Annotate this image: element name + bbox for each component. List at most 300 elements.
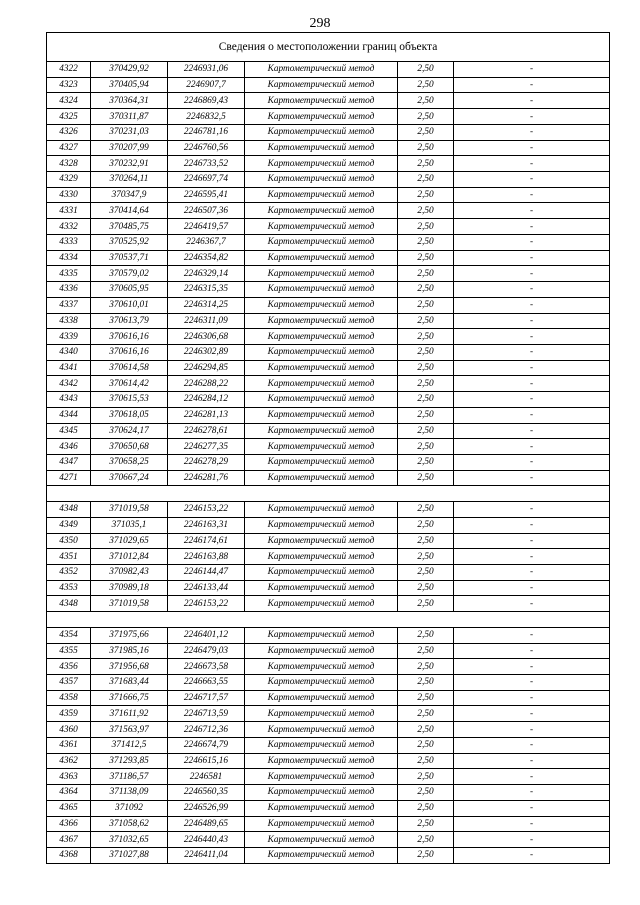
precision-cell: 2,50 (398, 439, 454, 455)
coord-y-cell: 2246354,82 (168, 250, 245, 266)
point-number-cell: 4337 (47, 297, 91, 313)
coord-x-cell: 371186,57 (91, 769, 168, 785)
point-number-cell: 4365 (47, 800, 91, 816)
coord-x-cell: 370485,75 (91, 219, 168, 235)
coord-x-cell: 370616,16 (91, 329, 168, 345)
group-separator (47, 486, 610, 502)
description-cell: - (454, 423, 610, 439)
method-cell: Картометрический метод (245, 77, 398, 93)
coord-x-cell: 371035,1 (91, 517, 168, 533)
method-cell: Картометрический метод (245, 533, 398, 549)
description-cell: - (454, 832, 610, 848)
point-number-cell: 4331 (47, 203, 91, 219)
method-cell: Картометрический метод (245, 203, 398, 219)
coord-x-cell: 370525,92 (91, 234, 168, 250)
precision-cell: 2,50 (398, 659, 454, 675)
coord-y-cell: 2246411,04 (168, 847, 245, 863)
point-number-cell: 4344 (47, 407, 91, 423)
description-cell: - (454, 77, 610, 93)
method-cell: Картометрический метод (245, 643, 398, 659)
description-cell: - (454, 93, 610, 109)
coord-y-cell: 2246314,25 (168, 297, 245, 313)
table-row (47, 753, 610, 769)
coord-y-cell: 2246277,35 (168, 439, 245, 455)
point-number-cell: 4362 (47, 753, 91, 769)
point-number-cell: 4328 (47, 156, 91, 172)
method-cell: Картометрический метод (245, 187, 398, 203)
table-row (47, 124, 610, 140)
coord-x-cell: 370231,03 (91, 124, 168, 140)
description-cell: - (454, 329, 610, 345)
table-row (47, 203, 610, 219)
description-cell: - (454, 156, 610, 172)
method-cell: Картометрический метод (245, 156, 398, 172)
point-number-cell: 4364 (47, 785, 91, 801)
coord-y-cell: 2246278,29 (168, 454, 245, 470)
point-number-cell: 4336 (47, 282, 91, 298)
point-number-cell: 4356 (47, 659, 91, 675)
coord-y-cell: 2246615,16 (168, 753, 245, 769)
coord-y-cell: 2246367,7 (168, 234, 245, 250)
table-row (47, 234, 610, 250)
method-cell: Картометрический метод (245, 470, 398, 486)
table-row (47, 565, 610, 581)
coord-y-cell: 2246284,12 (168, 392, 245, 408)
precision-cell: 2,50 (398, 675, 454, 691)
description-cell: - (454, 124, 610, 140)
point-number-cell: 4323 (47, 77, 91, 93)
coord-y-cell: 2246163,88 (168, 549, 245, 565)
method-cell: Картометрический метод (245, 234, 398, 250)
method-cell: Картометрический метод (245, 847, 398, 863)
method-cell: Картометрический метод (245, 722, 398, 738)
description-cell: - (454, 800, 610, 816)
description-cell: - (454, 470, 610, 486)
point-number-cell: 4271 (47, 470, 91, 486)
coord-y-cell: 2246306,68 (168, 329, 245, 345)
table-row (47, 470, 610, 486)
precision-cell: 2,50 (398, 203, 454, 219)
method-cell: Картометрический метод (245, 140, 398, 156)
method-cell: Картометрический метод (245, 439, 398, 455)
table-row (47, 140, 610, 156)
precision-cell: 2,50 (398, 706, 454, 722)
precision-cell: 2,50 (398, 423, 454, 439)
group-separator (47, 612, 610, 628)
precision-cell: 2,50 (398, 329, 454, 345)
precision-cell: 2,50 (398, 627, 454, 643)
description-cell: - (454, 439, 610, 455)
description-cell: - (454, 376, 610, 392)
description-cell: - (454, 502, 610, 518)
description-cell: - (454, 313, 610, 329)
coord-x-cell: 370347,9 (91, 187, 168, 203)
method-cell: Картометрический метод (245, 565, 398, 581)
table-row (47, 407, 610, 423)
precision-cell: 2,50 (398, 93, 454, 109)
coord-y-cell: 2246717,57 (168, 690, 245, 706)
method-cell: Картометрический метод (245, 675, 398, 691)
group-separator-row (47, 612, 610, 628)
description-cell: - (454, 282, 610, 298)
description-cell: - (454, 454, 610, 470)
table-row (47, 816, 610, 832)
description-cell: - (454, 392, 610, 408)
precision-cell: 2,50 (398, 407, 454, 423)
table-row (47, 690, 610, 706)
coord-x-cell: 371012,84 (91, 549, 168, 565)
boundary-table-body (47, 33, 610, 864)
coord-x-cell: 370614,42 (91, 376, 168, 392)
boundary-table (46, 32, 610, 864)
point-number-cell: 4351 (47, 549, 91, 565)
coord-y-cell: 2246315,35 (168, 282, 245, 298)
table-row (47, 219, 610, 235)
table-row (47, 847, 610, 863)
coord-y-cell: 2246133,44 (168, 580, 245, 596)
description-cell: - (454, 737, 610, 753)
precision-cell: 2,50 (398, 517, 454, 533)
coord-x-cell: 370232,91 (91, 156, 168, 172)
description-cell: - (454, 785, 610, 801)
precision-cell: 2,50 (398, 722, 454, 738)
method-cell: Картометрический метод (245, 407, 398, 423)
description-cell: - (454, 627, 610, 643)
coord-y-cell: 2246581 (168, 769, 245, 785)
precision-cell: 2,50 (398, 800, 454, 816)
point-number-cell: 4339 (47, 329, 91, 345)
precision-cell: 2,50 (398, 376, 454, 392)
description-cell: - (454, 549, 610, 565)
method-cell: Картометрический метод (245, 659, 398, 675)
table-row (47, 266, 610, 282)
method-cell: Картометрический метод (245, 423, 398, 439)
table-row (47, 785, 610, 801)
coord-y-cell: 2246595,41 (168, 187, 245, 203)
point-number-cell: 4326 (47, 124, 91, 140)
point-number-cell: 4334 (47, 250, 91, 266)
coord-x-cell: 370429,92 (91, 62, 168, 78)
method-cell: Картометрический метод (245, 392, 398, 408)
table-row (47, 172, 610, 188)
precision-cell: 2,50 (398, 785, 454, 801)
method-cell: Картометрический метод (245, 297, 398, 313)
coord-x-cell: 371412,5 (91, 737, 168, 753)
method-cell: Картометрический метод (245, 690, 398, 706)
point-number-cell: 4346 (47, 439, 91, 455)
point-number-cell: 4340 (47, 344, 91, 360)
precision-cell: 2,50 (398, 832, 454, 848)
precision-cell: 2,50 (398, 282, 454, 298)
point-number-cell: 4349 (47, 517, 91, 533)
coord-x-cell: 370610,01 (91, 297, 168, 313)
point-number-cell: 4359 (47, 706, 91, 722)
coord-y-cell: 2246144,47 (168, 565, 245, 581)
precision-cell: 2,50 (398, 392, 454, 408)
method-cell: Картометрический метод (245, 502, 398, 518)
coord-x-cell: 371975,66 (91, 627, 168, 643)
precision-cell: 2,50 (398, 219, 454, 235)
method-cell: Картометрический метод (245, 816, 398, 832)
table-row (47, 832, 610, 848)
coord-x-cell: 370537,71 (91, 250, 168, 266)
table-row (47, 800, 610, 816)
point-number-cell: 4367 (47, 832, 91, 848)
coord-x-cell: 370616,16 (91, 344, 168, 360)
coord-x-cell: 370614,58 (91, 360, 168, 376)
method-cell: Картометрический метод (245, 329, 398, 345)
coord-x-cell: 370264,11 (91, 172, 168, 188)
point-number-cell: 4353 (47, 580, 91, 596)
precision-cell: 2,50 (398, 565, 454, 581)
table-row (47, 643, 610, 659)
description-cell: - (454, 266, 610, 282)
point-number-cell: 4325 (47, 109, 91, 125)
table-row (47, 77, 610, 93)
table-row (47, 502, 610, 518)
coord-x-cell: 371032,65 (91, 832, 168, 848)
description-cell: - (454, 360, 610, 376)
point-number-cell: 4358 (47, 690, 91, 706)
description-cell: - (454, 203, 610, 219)
coord-x-cell: 371058,62 (91, 816, 168, 832)
description-cell: - (454, 62, 610, 78)
coord-x-cell: 371956,68 (91, 659, 168, 675)
method-cell: Картометрический метод (245, 313, 398, 329)
point-number-cell: 4324 (47, 93, 91, 109)
coord-y-cell: 2246560,35 (168, 785, 245, 801)
table-row (47, 675, 610, 691)
coord-y-cell: 2246440,43 (168, 832, 245, 848)
precision-cell: 2,50 (398, 533, 454, 549)
precision-cell: 2,50 (398, 77, 454, 93)
coord-x-cell: 370579,02 (91, 266, 168, 282)
coord-x-cell: 370311,87 (91, 109, 168, 125)
coord-x-cell: 371683,44 (91, 675, 168, 691)
description-cell: - (454, 643, 610, 659)
coord-y-cell: 2246489,65 (168, 816, 245, 832)
coord-x-cell: 371092 (91, 800, 168, 816)
method-cell: Картометрический метод (245, 454, 398, 470)
coord-x-cell: 371029,65 (91, 533, 168, 549)
method-cell: Картометрический метод (245, 737, 398, 753)
precision-cell: 2,50 (398, 769, 454, 785)
description-cell: - (454, 596, 610, 612)
coord-x-cell: 370624,17 (91, 423, 168, 439)
coord-x-cell: 371293,85 (91, 753, 168, 769)
point-number-cell: 4335 (47, 266, 91, 282)
precision-cell: 2,50 (398, 109, 454, 125)
table-row (47, 329, 610, 345)
table-row (47, 392, 610, 408)
table-row (47, 344, 610, 360)
table-row (47, 109, 610, 125)
coord-x-cell: 370613,79 (91, 313, 168, 329)
table-row (47, 722, 610, 738)
coord-y-cell: 2246526,99 (168, 800, 245, 816)
point-number-cell: 4355 (47, 643, 91, 659)
point-number-cell: 4347 (47, 454, 91, 470)
point-number-cell: 4352 (47, 565, 91, 581)
point-number-cell: 4333 (47, 234, 91, 250)
coord-x-cell: 371019,58 (91, 596, 168, 612)
description-cell: - (454, 140, 610, 156)
description-cell: - (454, 816, 610, 832)
point-number-cell: 4360 (47, 722, 91, 738)
method-cell: Картометрический метод (245, 596, 398, 612)
precision-cell: 2,50 (398, 643, 454, 659)
precision-cell: 2,50 (398, 549, 454, 565)
coord-y-cell: 2246281,76 (168, 470, 245, 486)
precision-cell: 2,50 (398, 690, 454, 706)
method-cell: Картометрический метод (245, 282, 398, 298)
table-row (47, 596, 610, 612)
method-cell: Картометрический метод (245, 627, 398, 643)
description-cell: - (454, 690, 610, 706)
table-row (47, 454, 610, 470)
method-cell: Картометрический метод (245, 549, 398, 565)
precision-cell: 2,50 (398, 470, 454, 486)
point-number-cell: 4329 (47, 172, 91, 188)
table-row (47, 737, 610, 753)
method-cell: Картометрический метод (245, 517, 398, 533)
coord-y-cell: 2246832,5 (168, 109, 245, 125)
precision-cell: 2,50 (398, 580, 454, 596)
coord-x-cell: 371138,09 (91, 785, 168, 801)
coord-y-cell: 2246288,22 (168, 376, 245, 392)
description-cell: - (454, 533, 610, 549)
description-cell: - (454, 250, 610, 266)
coord-y-cell: 2246663,55 (168, 675, 245, 691)
precision-cell: 2,50 (398, 140, 454, 156)
precision-cell: 2,50 (398, 737, 454, 753)
coord-y-cell: 2246153,22 (168, 596, 245, 612)
group-separator-row (47, 486, 610, 502)
coord-y-cell: 2246697,74 (168, 172, 245, 188)
point-number-cell: 4350 (47, 533, 91, 549)
coord-y-cell: 2246733,52 (168, 156, 245, 172)
coord-y-cell: 2246479,03 (168, 643, 245, 659)
method-cell: Картометрический метод (245, 93, 398, 109)
point-number-cell: 4363 (47, 769, 91, 785)
coord-x-cell: 371027,88 (91, 847, 168, 863)
table-row (47, 282, 610, 298)
coord-x-cell: 370207,99 (91, 140, 168, 156)
description-cell: - (454, 675, 610, 691)
precision-cell: 2,50 (398, 360, 454, 376)
method-cell: Картометрический метод (245, 219, 398, 235)
coord-y-cell: 2246907,7 (168, 77, 245, 93)
table-row (47, 659, 610, 675)
coord-x-cell: 370989,18 (91, 580, 168, 596)
table-row (47, 423, 610, 439)
coord-y-cell: 2246713,59 (168, 706, 245, 722)
point-number-cell: 4342 (47, 376, 91, 392)
coord-x-cell: 370414,64 (91, 203, 168, 219)
table-row (47, 549, 610, 565)
precision-cell: 2,50 (398, 847, 454, 863)
point-number-cell: 4330 (47, 187, 91, 203)
point-number-cell: 4368 (47, 847, 91, 863)
precision-cell: 2,50 (398, 454, 454, 470)
coord-y-cell: 2246781,16 (168, 124, 245, 140)
point-number-cell: 4327 (47, 140, 91, 156)
description-cell: - (454, 234, 610, 250)
precision-cell: 2,50 (398, 62, 454, 78)
point-number-cell: 4361 (47, 737, 91, 753)
description-cell: - (454, 580, 610, 596)
description-cell: - (454, 753, 610, 769)
coord-y-cell: 2246302,89 (168, 344, 245, 360)
coord-y-cell: 2246869,43 (168, 93, 245, 109)
point-number-cell: 4343 (47, 392, 91, 408)
method-cell: Картометрический метод (245, 62, 398, 78)
method-cell: Картометрический метод (245, 753, 398, 769)
precision-cell: 2,50 (398, 297, 454, 313)
method-cell: Картометрический метод (245, 769, 398, 785)
coord-x-cell: 370405,94 (91, 77, 168, 93)
coord-y-cell: 2246281,13 (168, 407, 245, 423)
coord-x-cell: 371666,75 (91, 690, 168, 706)
method-cell: Картометрический метод (245, 124, 398, 140)
point-number-cell: 4348 (47, 502, 91, 518)
description-cell: - (454, 109, 610, 125)
page-number: 298 (309, 16, 331, 31)
coord-y-cell: 2246674,79 (168, 737, 245, 753)
description-cell: - (454, 407, 610, 423)
coord-x-cell: 371611,92 (91, 706, 168, 722)
coord-x-cell: 370658,25 (91, 454, 168, 470)
precision-cell: 2,50 (398, 156, 454, 172)
method-cell: Картометрический метод (245, 360, 398, 376)
method-cell: Картометрический метод (245, 250, 398, 266)
point-number-cell: 4354 (47, 627, 91, 643)
table-title: Сведения о местоположении границ объекта (47, 33, 610, 62)
description-cell: - (454, 565, 610, 581)
description-cell: - (454, 219, 610, 235)
point-number-cell: 4357 (47, 675, 91, 691)
coord-y-cell: 2246294,85 (168, 360, 245, 376)
method-cell: Картометрический метод (245, 172, 398, 188)
precision-cell: 2,50 (398, 313, 454, 329)
method-cell: Картометрический метод (245, 800, 398, 816)
precision-cell: 2,50 (398, 234, 454, 250)
description-cell: - (454, 769, 610, 785)
point-number-cell: 4341 (47, 360, 91, 376)
coord-x-cell: 370650,68 (91, 439, 168, 455)
table-row (47, 93, 610, 109)
precision-cell: 2,50 (398, 250, 454, 266)
point-number-cell: 4338 (47, 313, 91, 329)
table-row (47, 627, 610, 643)
method-cell: Картометрический метод (245, 376, 398, 392)
coord-y-cell: 2246163,31 (168, 517, 245, 533)
precision-cell: 2,50 (398, 124, 454, 140)
point-number-cell: 4345 (47, 423, 91, 439)
table-row (47, 706, 610, 722)
coord-y-cell: 2246760,56 (168, 140, 245, 156)
precision-cell: 2,50 (398, 344, 454, 360)
table-title-row (47, 33, 610, 62)
method-cell: Картометрический метод (245, 266, 398, 282)
description-cell: - (454, 187, 610, 203)
precision-cell: 2,50 (398, 816, 454, 832)
coord-y-cell: 2246153,22 (168, 502, 245, 518)
method-cell: Картометрический метод (245, 832, 398, 848)
coord-y-cell: 2246174,61 (168, 533, 245, 549)
coord-y-cell: 2246401,12 (168, 627, 245, 643)
description-cell: - (454, 722, 610, 738)
